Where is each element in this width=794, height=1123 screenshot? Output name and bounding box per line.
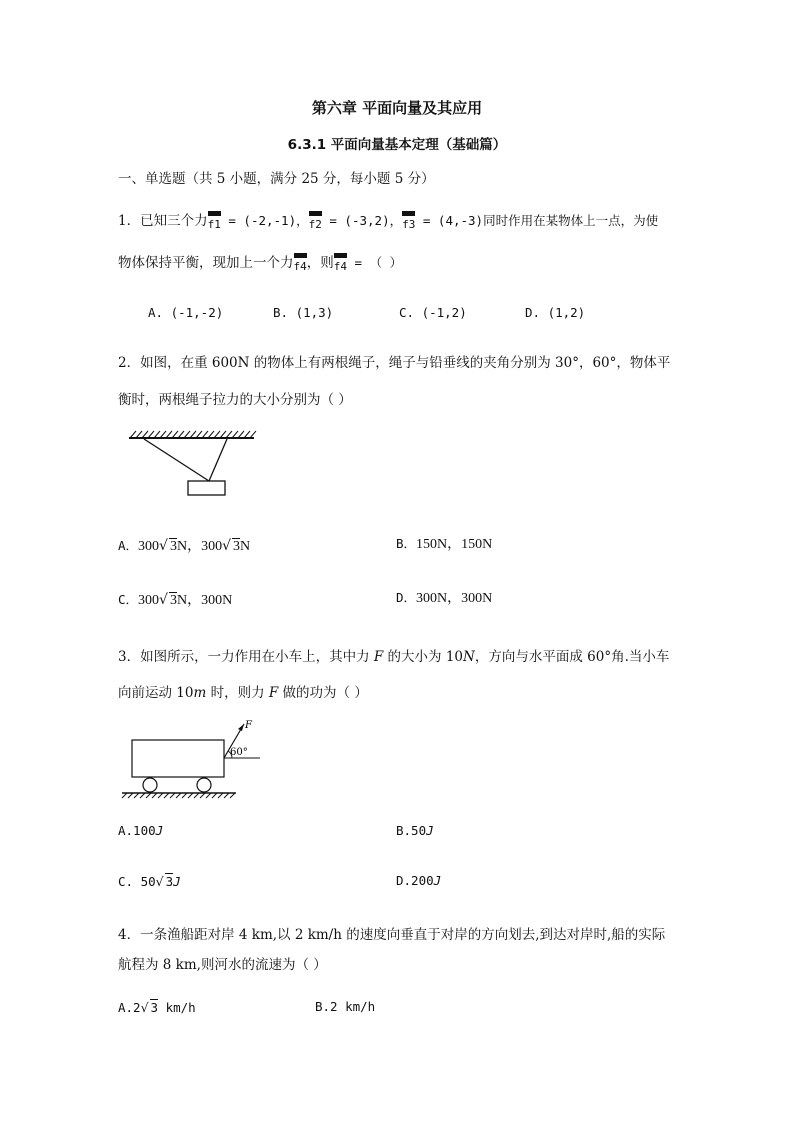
q2-ropes-figure [124, 430, 260, 502]
part-heading: 一、单选题（共 5 小题，满分 25 分，每小题 5 分） [118, 171, 435, 187]
q2-line2: 衡时，两根绳子拉力的大小分别为（ ） [118, 392, 352, 408]
q1-option-a[interactable]: A. (-1,-2) [148, 305, 224, 320]
cart-wheel-left [143, 778, 157, 792]
q4-line2: 航程为 8 km,则河水的流速为（ ） [118, 957, 327, 973]
q3-option-b[interactable]: B.50J [396, 823, 434, 838]
vector-f4-answer: f4 [334, 253, 347, 273]
rope-right [209, 439, 227, 481]
q2-option-d[interactable]: D．300N，300N [396, 590, 493, 606]
vector-f1: f1 [208, 211, 221, 231]
ceiling-hatching [130, 431, 256, 438]
q4-line1: 4．一条渔船距对岸 4 km,以 2 km/h 的速度向垂直于对岸的方向划去,到达对岸时,船的实际 [118, 927, 666, 943]
chapter-title: 第六章 平面向量及其应用 [311, 99, 483, 117]
q1-line2: 物体保持平衡，现加上一个力f4，则f4 = （ ） [118, 255, 403, 273]
vector-f4: f4 [294, 253, 307, 273]
cart-wheel-right [197, 778, 211, 792]
q3-option-d[interactable]: D.200J [396, 873, 442, 888]
q1-line1: 1．已知三个力f1 = (-2,-1)，f2 = (-3,2)，f3 = (4,-3)同时作用在某物体上一点，为使 [118, 213, 659, 231]
q3-cart-figure [118, 716, 268, 802]
q3-line1: 3．如图所示，一力作用在小车上，其中力 F 的大小为 10N，方向与水平面成 60°角.当小车 [118, 649, 670, 665]
rope-left [144, 439, 209, 481]
force-arrowhead [238, 724, 244, 731]
vector-f3: f3 [402, 211, 415, 231]
force-label: F [245, 720, 252, 731]
q1-option-b[interactable]: B. (1,3) [273, 305, 334, 320]
q2-option-b[interactable]: B．150N，150N [396, 536, 493, 552]
q1-option-d[interactable]: D. (1,2) [525, 305, 586, 320]
q2-option-c[interactable]: C．300√ 3N，300N [118, 592, 233, 608]
vector-f2: f2 [309, 211, 322, 231]
angle-label: 60° [230, 747, 248, 758]
q1-option-c[interactable]: C. (-1,2) [399, 305, 467, 320]
q2-option-a[interactable]: A．300√ 3N，300√ 3N [118, 538, 251, 554]
cart-body [132, 740, 224, 777]
q3-option-c[interactable]: C. 50√ 3J [118, 874, 181, 889]
weight-block [188, 481, 225, 495]
q4-option-b[interactable]: B.2 km/h [315, 999, 376, 1014]
q3-line2: 向前运动 10m 时，则力 F 做的功为（ ） [118, 685, 368, 701]
section-title: 6.3.1 平面向量基本定理（基础篇） [287, 137, 507, 153]
q3-option-a[interactable]: A.100J [118, 823, 164, 838]
q2-line1: 2．如图，在重 600N 的物体上有两根绳子，绳子与铅垂线的夹角分别为 30°，60°，物体平 [118, 355, 671, 371]
q4-option-a[interactable]: A.2√ 3 km/h [118, 1000, 196, 1015]
